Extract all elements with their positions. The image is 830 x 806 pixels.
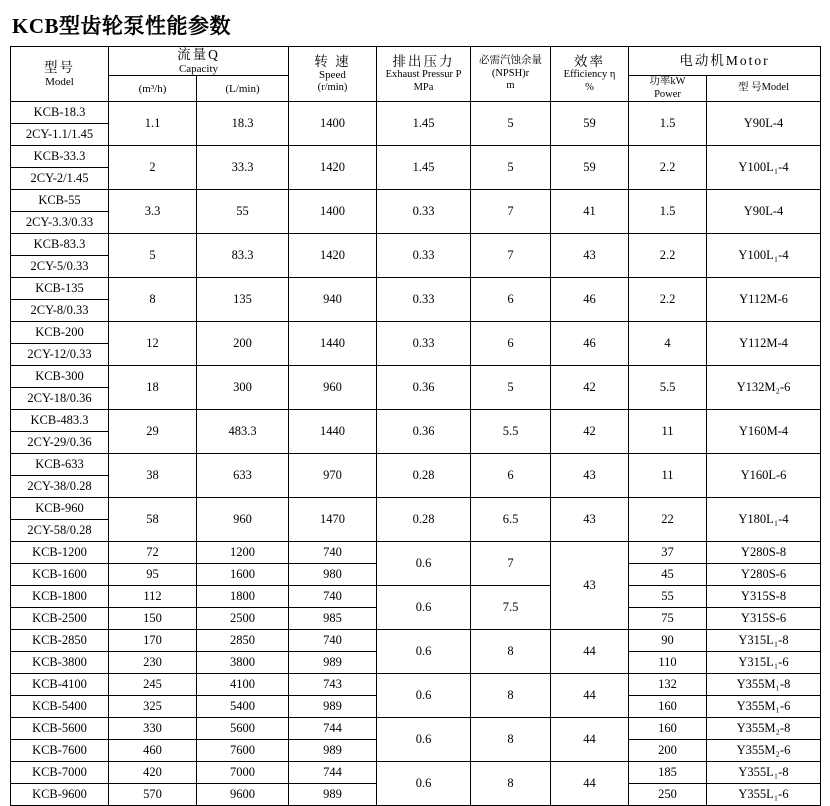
cell-m3h: 245 xyxy=(109,674,197,696)
cell-motor: Y355L₁-6 xyxy=(707,784,821,806)
cell-m3h: 8 xyxy=(109,278,197,322)
cell-model-primary: KCB-55 xyxy=(11,190,109,212)
table-row xyxy=(11,190,821,212)
cell-press: 0.28 xyxy=(377,454,471,498)
header-efficiency-unit: % xyxy=(585,81,594,93)
cell-model: KCB-3800 xyxy=(11,652,109,674)
cell-model-primary: KCB-33.3 xyxy=(11,146,109,168)
cell-m3h: 29 xyxy=(109,410,197,454)
cell-motor: Y355M₂-6 xyxy=(707,740,821,762)
header-motor-cn: 电动机Motor xyxy=(679,53,770,69)
cell-npsh: 8 xyxy=(471,630,551,674)
cell-speed: 980 xyxy=(289,564,377,586)
cell-m3h: 95 xyxy=(109,564,197,586)
cell-m3h: 570 xyxy=(109,784,197,806)
table-row xyxy=(11,322,821,344)
cell-model-secondary: 2CY-12/0.33 xyxy=(11,344,109,366)
cell-eff: 44 xyxy=(551,718,629,762)
header-motor-power-cn: 功率kW xyxy=(649,76,686,88)
cell-lmin: 483.3 xyxy=(197,410,289,454)
cell-m3h: 5 xyxy=(109,234,197,278)
table-row xyxy=(11,586,821,608)
cell-model: KCB-5600 xyxy=(11,718,109,740)
cell-m3h: 3.3 xyxy=(109,190,197,234)
cell-press: 0.33 xyxy=(377,278,471,322)
cell-speed: 1440 xyxy=(289,410,377,454)
cell-press: 0.28 xyxy=(377,498,471,542)
cell-speed: 740 xyxy=(289,586,377,608)
cell-lmin: 1600 xyxy=(197,564,289,586)
cell-power: 90 xyxy=(629,630,707,652)
cell-eff: 46 xyxy=(551,322,629,366)
table-row xyxy=(11,498,821,520)
cell-speed: 744 xyxy=(289,718,377,740)
cell-lmin: 2850 xyxy=(197,630,289,652)
cell-m3h: 230 xyxy=(109,652,197,674)
cell-m3h: 18 xyxy=(109,366,197,410)
cell-speed: 989 xyxy=(289,740,377,762)
cell-motor: Y355M₁-6 xyxy=(707,696,821,718)
cell-m3h: 420 xyxy=(109,762,197,784)
cell-npsh: 6 xyxy=(471,322,551,366)
cell-model-secondary: 2CY-29/0.36 xyxy=(11,432,109,454)
cell-power: 75 xyxy=(629,608,707,630)
header-pressure xyxy=(377,47,471,102)
cell-press: 0.6 xyxy=(377,630,471,674)
cell-model-secondary: 2CY-1.1/1.45 xyxy=(11,124,109,146)
cell-npsh: 8 xyxy=(471,718,551,762)
table-row xyxy=(11,278,821,300)
header-capacity-en: Capacity xyxy=(178,62,219,75)
cell-press: 0.6 xyxy=(377,674,471,718)
table-row xyxy=(11,762,821,784)
cell-model-secondary: 2CY-58/0.28 xyxy=(11,520,109,542)
cell-m3h: 330 xyxy=(109,718,197,740)
header-speed-cn: 转 速 xyxy=(314,53,351,69)
cell-press: 1.45 xyxy=(377,102,471,146)
cell-lmin: 633 xyxy=(197,454,289,498)
cell-motor: Y315L₁-8 xyxy=(707,630,821,652)
cell-power: 55 xyxy=(629,586,707,608)
cell-m3h: 72 xyxy=(109,542,197,564)
cell-press: 0.6 xyxy=(377,586,471,630)
cell-power: 4 xyxy=(629,322,707,366)
cell-model-primary: KCB-18.3 xyxy=(11,102,109,124)
cell-lmin: 7000 xyxy=(197,762,289,784)
header-speed-en: Speed xyxy=(319,69,346,82)
table-row xyxy=(11,146,821,168)
cell-power: 250 xyxy=(629,784,707,806)
cell-lmin: 5600 xyxy=(197,718,289,740)
cell-motor: Y160L-6 xyxy=(707,454,821,498)
cell-motor: Y100L₁-4 xyxy=(707,234,821,278)
cell-speed: 989 xyxy=(289,652,377,674)
header-pressure-en: Exhaust Pressur P xyxy=(385,69,462,81)
cell-lmin: 1800 xyxy=(197,586,289,608)
cell-model-secondary: 2CY-8/0.33 xyxy=(11,300,109,322)
cell-m3h: 325 xyxy=(109,696,197,718)
pump-specification-table xyxy=(10,46,821,806)
header-motor-power-en: Power xyxy=(654,88,681,100)
page-title: KCB型齿轮泵性能参数 xyxy=(12,14,232,38)
cell-model-secondary: 2CY-38/0.28 xyxy=(11,476,109,498)
spec-table-container xyxy=(0,46,830,806)
table-row xyxy=(11,630,821,652)
cell-npsh: 7.5 xyxy=(471,586,551,630)
header-motor-power xyxy=(629,76,707,102)
cell-eff: 42 xyxy=(551,366,629,410)
cell-speed: 970 xyxy=(289,454,377,498)
header-speed-unit: (r/min) xyxy=(317,81,348,93)
cell-motor: Y160M-4 xyxy=(707,410,821,454)
cell-npsh: 6 xyxy=(471,454,551,498)
cell-m3h: 58 xyxy=(109,498,197,542)
cell-npsh: 5.5 xyxy=(471,410,551,454)
cell-power: 1.5 xyxy=(629,190,707,234)
cell-npsh: 8 xyxy=(471,674,551,718)
cell-power: 200 xyxy=(629,740,707,762)
cell-model-primary: KCB-135 xyxy=(11,278,109,300)
cell-motor: Y315S-6 xyxy=(707,608,821,630)
cell-speed: 989 xyxy=(289,784,377,806)
cell-speed: 743 xyxy=(289,674,377,696)
cell-power: 11 xyxy=(629,410,707,454)
cell-power: 185 xyxy=(629,762,707,784)
cell-press: 0.33 xyxy=(377,234,471,278)
cell-model: KCB-1200 xyxy=(11,542,109,564)
header-speed xyxy=(289,47,377,102)
cell-model: KCB-2850 xyxy=(11,630,109,652)
cell-m3h: 170 xyxy=(109,630,197,652)
cell-speed: 1440 xyxy=(289,322,377,366)
header-motor xyxy=(629,47,821,76)
cell-model-primary: KCB-83.3 xyxy=(11,234,109,256)
header-efficiency-cn: 效率 xyxy=(574,53,605,69)
cell-eff: 44 xyxy=(551,674,629,718)
header-efficiency xyxy=(551,47,629,102)
cell-eff: 43 xyxy=(551,454,629,498)
cell-power: 37 xyxy=(629,542,707,564)
cell-motor: Y180L₁-4 xyxy=(707,498,821,542)
cell-motor: Y280S-8 xyxy=(707,542,821,564)
cell-speed: 740 xyxy=(289,542,377,564)
header-pressure-cn: 排出压力 xyxy=(392,53,455,69)
cell-motor: Y132M₂-6 xyxy=(707,366,821,410)
header-motor-model-label: 型 号Model xyxy=(737,82,790,94)
table-row xyxy=(11,234,821,256)
cell-motor: Y112M-4 xyxy=(707,322,821,366)
cell-speed: 1400 xyxy=(289,190,377,234)
cell-model: KCB-7000 xyxy=(11,762,109,784)
header-motor-model xyxy=(707,76,821,102)
cell-model-secondary: 2CY-18/0.36 xyxy=(11,388,109,410)
cell-press: 0.6 xyxy=(377,718,471,762)
cell-lmin: 7600 xyxy=(197,740,289,762)
header-pressure-unit: MPa xyxy=(413,81,434,93)
cell-power: 2.2 xyxy=(629,146,707,190)
table-body xyxy=(11,102,821,806)
cell-power: 11 xyxy=(629,454,707,498)
cell-motor: Y112M-6 xyxy=(707,278,821,322)
header-npsh xyxy=(471,47,551,102)
cell-npsh: 5 xyxy=(471,102,551,146)
cell-lmin: 960 xyxy=(197,498,289,542)
cell-lmin: 55 xyxy=(197,190,289,234)
cell-model-secondary: 2CY-2/1.45 xyxy=(11,168,109,190)
cell-motor: Y355M₂-8 xyxy=(707,718,821,740)
cell-model-primary: KCB-200 xyxy=(11,322,109,344)
cell-model-primary: KCB-483.3 xyxy=(11,410,109,432)
cell-model: KCB-2500 xyxy=(11,608,109,630)
cell-lmin: 4100 xyxy=(197,674,289,696)
header-capacity-unit-m3h: (m³/h) xyxy=(109,76,197,102)
cell-npsh: 6 xyxy=(471,278,551,322)
cell-model: KCB-9600 xyxy=(11,784,109,806)
cell-eff: 59 xyxy=(551,146,629,190)
cell-speed: 985 xyxy=(289,608,377,630)
cell-power: 45 xyxy=(629,564,707,586)
cell-model-secondary: 2CY-3.3/0.33 xyxy=(11,212,109,234)
cell-eff: 43 xyxy=(551,498,629,542)
cell-model-primary: KCB-633 xyxy=(11,454,109,476)
header-capacity-unit-lmin: (L/min) xyxy=(197,76,289,102)
header-row-main xyxy=(11,47,821,76)
cell-m3h: 460 xyxy=(109,740,197,762)
cell-motor: Y315L₁-6 xyxy=(707,652,821,674)
cell-motor: Y100L₁-4 xyxy=(707,146,821,190)
cell-power: 110 xyxy=(629,652,707,674)
cell-press: 0.36 xyxy=(377,410,471,454)
cell-lmin: 300 xyxy=(197,366,289,410)
header-efficiency-en: Efficiency η xyxy=(563,69,616,81)
table-row xyxy=(11,366,821,388)
cell-model-primary: KCB-960 xyxy=(11,498,109,520)
cell-model: KCB-1600 xyxy=(11,564,109,586)
table-row xyxy=(11,674,821,696)
cell-model: KCB-1800 xyxy=(11,586,109,608)
cell-m3h: 2 xyxy=(109,146,197,190)
cell-eff: 44 xyxy=(551,630,629,674)
cell-power: 2.2 xyxy=(629,278,707,322)
table-row xyxy=(11,542,821,564)
cell-lmin: 83.3 xyxy=(197,234,289,278)
cell-motor: Y280S-6 xyxy=(707,564,821,586)
cell-model: KCB-5400 xyxy=(11,696,109,718)
cell-press: 0.6 xyxy=(377,762,471,806)
cell-npsh: 5 xyxy=(471,366,551,410)
cell-power: 160 xyxy=(629,718,707,740)
table-header xyxy=(11,47,821,102)
table-row xyxy=(11,410,821,432)
header-model xyxy=(11,47,109,102)
cell-speed: 740 xyxy=(289,630,377,652)
cell-lmin: 18.3 xyxy=(197,102,289,146)
cell-power: 5.5 xyxy=(629,366,707,410)
cell-speed: 940 xyxy=(289,278,377,322)
cell-npsh: 7 xyxy=(471,190,551,234)
cell-lmin: 33.3 xyxy=(197,146,289,190)
cell-eff: 43 xyxy=(551,234,629,278)
header-npsh-cn: 必需汽蚀余量 xyxy=(479,55,542,67)
cell-lmin: 135 xyxy=(197,278,289,322)
cell-eff: 42 xyxy=(551,410,629,454)
cell-eff: 59 xyxy=(551,102,629,146)
header-npsh-unit: m xyxy=(506,80,515,92)
cell-eff: 43 xyxy=(551,542,629,630)
cell-lmin: 5400 xyxy=(197,696,289,718)
table-row xyxy=(11,718,821,740)
header-capacity-cn: 流量Q xyxy=(177,47,220,62)
cell-motor: Y355M₁-8 xyxy=(707,674,821,696)
cell-m3h: 112 xyxy=(109,586,197,608)
cell-speed: 1420 xyxy=(289,146,377,190)
cell-m3h: 1.1 xyxy=(109,102,197,146)
table-row xyxy=(11,454,821,476)
cell-model: KCB-7600 xyxy=(11,740,109,762)
cell-motor: Y90L-4 xyxy=(707,190,821,234)
cell-model-primary: KCB-300 xyxy=(11,366,109,388)
cell-npsh: 7 xyxy=(471,542,551,586)
cell-model-secondary: 2CY-5/0.33 xyxy=(11,256,109,278)
cell-eff: 46 xyxy=(551,278,629,322)
cell-power: 1.5 xyxy=(629,102,707,146)
cell-press: 0.6 xyxy=(377,542,471,586)
table-row xyxy=(11,102,821,124)
cell-motor: Y315S-8 xyxy=(707,586,821,608)
cell-lmin: 200 xyxy=(197,322,289,366)
cell-m3h: 38 xyxy=(109,454,197,498)
cell-power: 132 xyxy=(629,674,707,696)
cell-press: 0.33 xyxy=(377,190,471,234)
cell-npsh: 7 xyxy=(471,234,551,278)
cell-speed: 989 xyxy=(289,696,377,718)
cell-lmin: 3800 xyxy=(197,652,289,674)
cell-speed: 744 xyxy=(289,762,377,784)
cell-eff: 41 xyxy=(551,190,629,234)
cell-press: 0.33 xyxy=(377,322,471,366)
header-model-en: Model xyxy=(45,75,74,88)
cell-power: 160 xyxy=(629,696,707,718)
cell-eff: 44 xyxy=(551,762,629,806)
cell-lmin: 9600 xyxy=(197,784,289,806)
header-model-cn: 型号 xyxy=(44,60,75,76)
cell-press: 0.36 xyxy=(377,366,471,410)
cell-power: 2.2 xyxy=(629,234,707,278)
cell-speed: 1470 xyxy=(289,498,377,542)
cell-npsh: 6.5 xyxy=(471,498,551,542)
header-npsh-en: (NPSH)r xyxy=(491,67,530,79)
cell-speed: 960 xyxy=(289,366,377,410)
cell-m3h: 150 xyxy=(109,608,197,630)
cell-speed: 1420 xyxy=(289,234,377,278)
cell-press: 1.45 xyxy=(377,146,471,190)
cell-motor: Y90L-4 xyxy=(707,102,821,146)
cell-speed: 1400 xyxy=(289,102,377,146)
cell-m3h: 12 xyxy=(109,322,197,366)
header-capacity xyxy=(109,47,289,76)
cell-motor: Y355L₁-8 xyxy=(707,762,821,784)
cell-lmin: 2500 xyxy=(197,608,289,630)
cell-power: 22 xyxy=(629,498,707,542)
cell-lmin: 1200 xyxy=(197,542,289,564)
cell-model: KCB-4100 xyxy=(11,674,109,696)
cell-npsh: 8 xyxy=(471,762,551,806)
cell-npsh: 5 xyxy=(471,146,551,190)
